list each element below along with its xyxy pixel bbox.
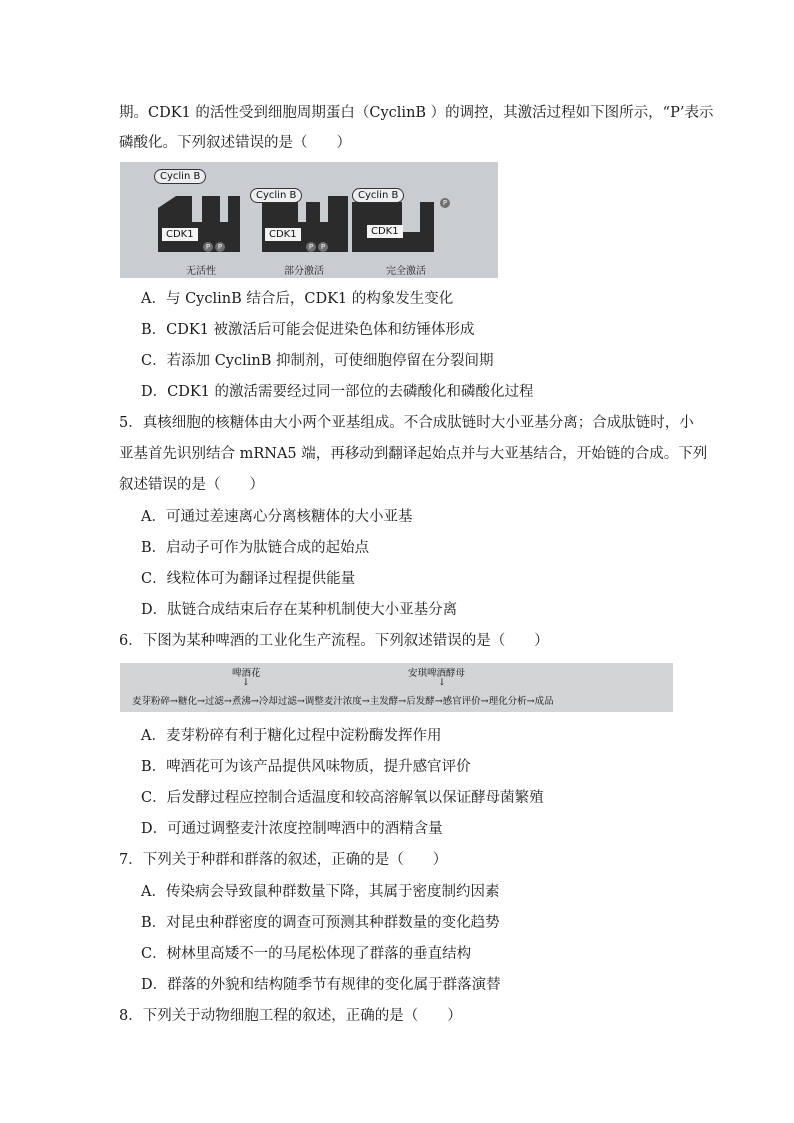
caption-inactive: 无活性: [186, 266, 216, 277]
q5-option-c: C．线粒体可为翻译过程提供能量: [141, 571, 356, 587]
cdk1-inactive-shape: [158, 196, 240, 252]
cdk1-activation-figure: [120, 162, 498, 278]
q4-option-a: A．与 CyclinB 结合后，CDK1 的构象发生变化: [141, 291, 454, 307]
q5-option-b: B．启动子可作为肽链合成的起始点: [141, 540, 370, 556]
cyclin-b-bound-partial: Cyclin B: [250, 188, 302, 203]
q7-option-c: C．树林里高矮不一的马尾松体现了群落的垂直结构: [141, 946, 472, 962]
hops-arrow: ↓: [242, 677, 250, 688]
yeast-label: 安琪啤酒酵母: [408, 668, 466, 679]
q6-option-d: D．可通过调整麦汁浓度控制啤酒中的酒精含量: [141, 821, 443, 837]
q7-stem: 7．下列关于种群和群落的叙述，正确的是（ ）: [119, 852, 448, 868]
q7-option-b: B．对昆虫种群密度的调查可预测其种群数量的变化趋势: [141, 915, 500, 931]
q5-stem-line1: 5．真核细胞的核糖体由大小两个亚基组成。不合成肽链时大小亚基分离；合成肽链时，小: [119, 415, 694, 431]
q5-option-d: D．肽链合成结束后存在某种机制使大小亚基分离: [141, 602, 458, 618]
cdk1-partial-shape: [262, 196, 348, 252]
cdk1-label-partial: CDK1: [265, 228, 301, 241]
q4-option-b: B．CDK1 被激活后可能会促进染色体和纺锤体形成: [141, 322, 475, 338]
cdk1-label-full: CDK1: [367, 225, 403, 238]
caption-full: 完全激活: [386, 266, 426, 277]
phosphate-dot: P: [440, 198, 450, 208]
q5-stem-line2: 亚基首先识别结合 mRNA5 端，再移动到翻译起始点并与大亚基结合，开始链的合成。下列: [119, 446, 708, 462]
phosphate-dot: P: [318, 242, 328, 252]
q4-option-d: D．CDK1 的激活需要经过同一部位的去磷酸化和磷酸化过程: [141, 384, 534, 400]
q6-option-c: C．后发酵过程应控制合适温度和较高溶解氧以保证酵母菌繁殖: [141, 790, 544, 806]
phosphate-dot: P: [306, 242, 316, 252]
cyclin-b-free: Cyclin B: [154, 169, 206, 184]
caption-partial: 部分激活: [284, 266, 324, 277]
q4-stem-line2: 磷酸化。下列叙述错误的是（ ）: [119, 135, 351, 151]
phosphate-dot: P: [215, 242, 225, 252]
q5-stem-line3: 叙述错误的是（ ）: [119, 477, 264, 493]
q6-stem: 6．下图为某种啤酒的工业化生产流程。下列叙述错误的是（ ）: [119, 633, 549, 649]
q5-option-a: A．可通过差速离心分离核糖体的大小亚基: [141, 509, 413, 525]
cyclin-b-bound-full: Cyclin B: [352, 188, 404, 203]
q4-stem-line1: 期。CDK1 的活性受到细胞周期蛋白（CyclinB ）的调控，其激活过程如下图所示，“P’表示: [119, 105, 714, 121]
process-flow: 麦芽粉碎→糖化→过滤→煮沸→冷却过滤→调整麦汁浓度→主发酵→后发酵→感官评价→理化分析→成品: [132, 696, 554, 707]
q6-option-b: B．啤酒花可为该产品提供风味物质，提升感官评价: [141, 759, 471, 775]
q7-option-a: A．传染病会导致鼠种群数量下降，其属于密度制约因素: [141, 884, 500, 900]
q8-stem: 8．下列关于动物细胞工程的叙述，正确的是（ ）: [119, 1008, 462, 1024]
q7-option-d: D．群落的外貌和结构随季节有规律的变化属于群落演替: [141, 977, 501, 993]
phosphate-dot: P: [203, 242, 213, 252]
beer-process-flow-figure: [120, 663, 673, 712]
hops-label: 啤酒花: [232, 668, 261, 679]
yeast-arrow: ↓: [438, 677, 446, 688]
q6-option-a: A．麦芽粉碎有利于糖化过程中淀粉酶发挥作用: [141, 728, 442, 744]
q4-option-c: C．若添加 CyclinB 抑制剂，可使细胞停留在分裂间期: [141, 353, 494, 369]
cdk1-label-inactive: CDK1: [162, 228, 198, 241]
